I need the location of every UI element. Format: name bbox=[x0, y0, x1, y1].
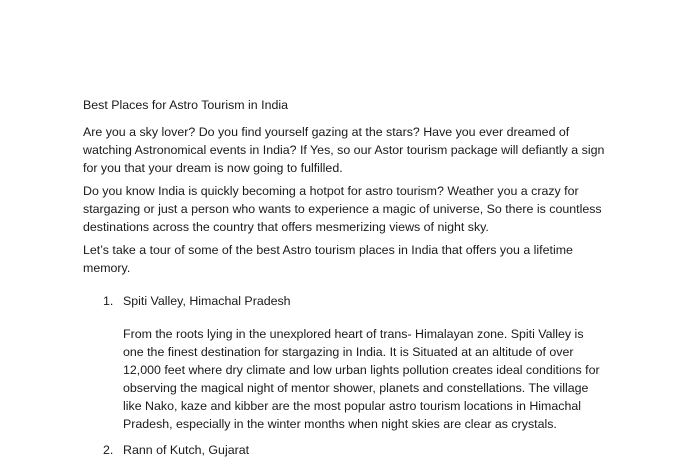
list-item-heading: Rann of Kutch, Gujarat bbox=[123, 443, 250, 457]
document-title: Best Places for Astro Tourism in India bbox=[83, 98, 288, 112]
list-item-number: 1. bbox=[103, 294, 114, 308]
intro-paragraph: Are you a sky lover? Do you find yourself gazing at the stars? Have you ever dreamed of watching Astronomical events in India? If Yes, so our Astor tourism package will defiantly a sign for you that your dream is now going to fulfilled. bbox=[83, 125, 605, 175]
list-item-heading: Spiti Valley, Himachal Pradesh bbox=[123, 294, 291, 308]
tour-intro-paragraph: Let’s take a tour of some of the best Astro tourism places in India that offers you a lifetime memory. bbox=[83, 243, 573, 275]
list-item-number: 2. bbox=[103, 443, 114, 457]
astro-tourism-paragraph: Do you know India is quickly becoming a hotpot for astro tourism? Weather you a crazy for stargazing or just a person who wants to experience a magic of universe, So there is countless destinations across the country that offers mesmerizing views of night sky. bbox=[83, 184, 602, 234]
list-item-description: From the roots lying in the unexplored heart of trans- Himalayan zone. Spiti Valley is one the finest destination for stargazing in India. It is Situated at an altitude of over 12,000 feet where dry climate and low urban lights pollution creates ideal conditions for observing the magical night of mentor shower, planets and constellations. The village like Nako, kaze and kibber are the most popular astro tourism locations in Himachal Pradesh, especially in the winter months when night skies are clear as crystals. bbox=[123, 327, 600, 431]
